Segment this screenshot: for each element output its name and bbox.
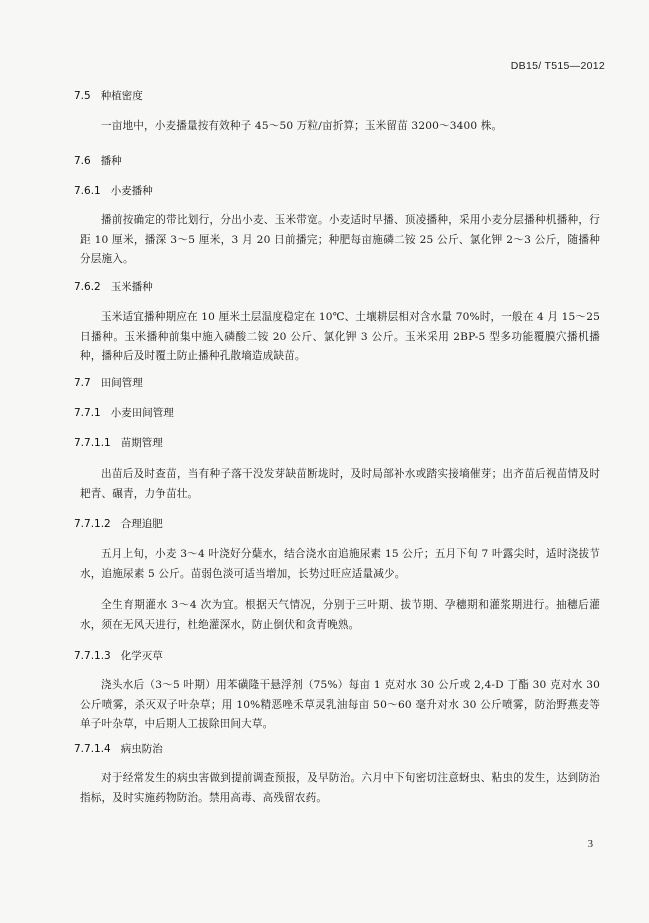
paragraph-pest-control: 对于经常发生的病虫害做到提前调查预报，及早防治。六月中下旬密切注意蚜虫、粘虫的发生，达到防治指标，及时实施药物防治。禁用高毒、高残留农药。 (80, 772, 600, 804)
paragraph-topdressing: 五月上旬，小麦 3～4 叶浇好分蘖水，结合浇水亩追施尿素 15 公斤；五月下旬 7 叶露尖时，适时浇拔节水，追施尿素 5 公斤。苗弱色淡可适当增加，长势过旺应适量减少。 (80, 548, 600, 580)
section-heading-7-5 (74, 88, 143, 103)
section-title: 苗期管理 (120, 437, 163, 449)
section-title: 种植密度 (100, 90, 143, 102)
section-title: 播种 (100, 155, 122, 167)
section-title: 病虫防治 (120, 743, 163, 755)
section-heading-7-7-1-1 (74, 435, 163, 450)
section-number: 7.7.1.1 (74, 437, 111, 449)
section-heading-7-7 (74, 375, 143, 390)
paragraph-wheat-sowing: 播前按确定的带比划行，分出小麦、玉米带宽。小麦适时早播、顶凌播种，采用小麦分层播种机播种，行距 10 厘米，播深 3～5 厘米，3 月 20 日前播完；种肥每亩施磷二铵 25 公斤、氯化钾 2～3 公斤，随播种分层施入。 (80, 214, 600, 265)
paragraph-planting-density: 一亩地中，小麦播量按有效种子 45～50 万粒/亩折算；玉米留苗 3200～3400 株。 (101, 120, 503, 132)
section-title: 小麦田间管理 (110, 407, 174, 419)
section-title: 玉米播种 (110, 281, 153, 293)
section-number: 7.7.1.3 (74, 650, 111, 662)
section-number: 7.7.1.2 (74, 518, 111, 530)
section-title: 田间管理 (100, 377, 143, 389)
section-heading-7-7-1-3 (74, 648, 163, 663)
section-heading-7-7-1-2 (74, 516, 163, 531)
paragraph-seedling-management: 出苗后及时查苗，当有种子落干没发芽缺苗断垅时，及时局部补水或踏实接墒催芽；出齐苗后视苗情及时耙青、碾青，力争苗壮。 (80, 468, 600, 500)
paragraph-corn-sowing: 玉米适宜播种期应在 10 厘米土层温度稳定在 10℃、土壤耕层相对含水量 70%时，一般在 4 月 15～25 日播种。玉米播种前集中施入磷酸二铵 20 公斤、氯化钾 3 公斤。玉米采用 2BP-5 型多功能覆膜穴播机播种，播种后及时覆土防止播种孔散墒造成缺苗。 (80, 311, 600, 362)
section-heading-7-6 (74, 153, 122, 168)
paragraph-chemical-weeding: 浇头水后（3～5 叶期）用苯磺隆干悬浮剂（75%）每亩 1 克对水 30 公斤或 2,4-D 丁酯 30 克对水 30 公斤喷雾，杀灭双子叶杂草；用 10%精恶唑禾草灵乳油每亩 50～60 毫升对水 30 公斤喷雾，防治野燕麦等单子叶杂草，中后期人工拔除田间大草。 (80, 679, 600, 730)
section-number: 7.6.1 (74, 185, 101, 197)
section-number: 7.7.1 (74, 407, 101, 419)
section-heading-7-6-2 (74, 279, 153, 294)
section-heading-7-6-1 (74, 183, 153, 198)
section-number: 7.5 (74, 90, 91, 102)
section-heading-7-7-1 (74, 405, 174, 420)
section-title: 合理追肥 (120, 518, 163, 530)
section-title: 化学灭草 (120, 650, 163, 662)
section-heading-7-7-1-4 (74, 741, 163, 756)
section-number: 7.7.1.4 (74, 743, 111, 755)
standard-code: DB15/ T515—2012 (510, 60, 605, 72)
section-number: 7.7 (74, 377, 91, 389)
section-number: 7.6.2 (74, 281, 101, 293)
section-number: 7.6 (74, 155, 91, 167)
paragraph-irrigation: 全生育期灌水 3～4 次为宜。根据天气情况，分别于三叶期、拔节期、孕穗期和灌浆期进行。抽穗后灌水，须在无风天进行，杜绝灌深水，防止倒伏和贪青晚熟。 (80, 599, 600, 631)
page-number: 3 (587, 839, 593, 850)
section-title: 小麦播种 (110, 185, 153, 197)
